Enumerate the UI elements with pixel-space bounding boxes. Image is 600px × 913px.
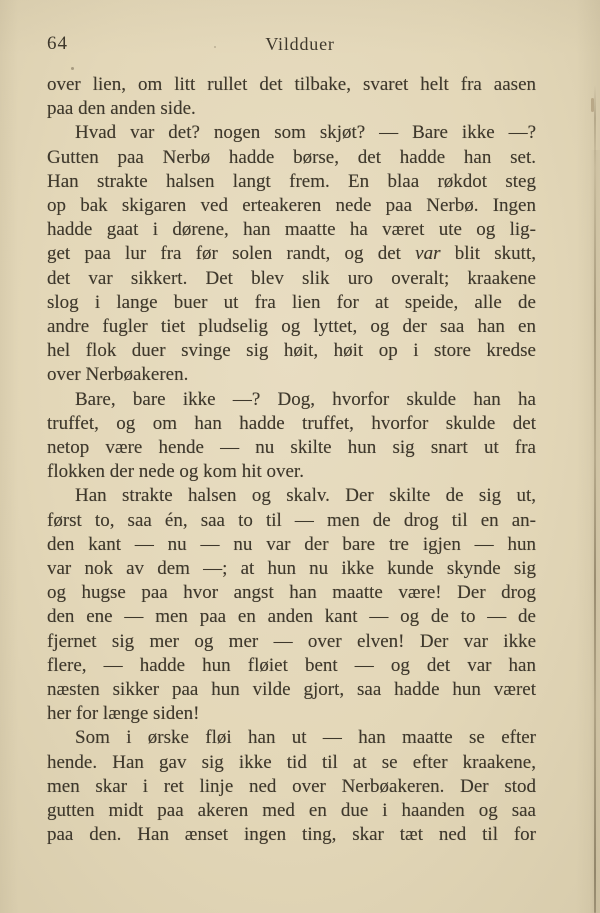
text-line: paa den anden side. bbox=[47, 98, 196, 120]
text-line: fjernet sig mer og mer — over elven! Der var ikke bbox=[47, 630, 536, 652]
text-line: Som i ørske fløi han ut — han maatte se efter bbox=[75, 727, 536, 749]
paragraph bbox=[47, 388, 536, 485]
scan-speck bbox=[71, 67, 74, 70]
text-line: Hvad var det? nogen som skjøt? — Bare ikke —? bbox=[75, 122, 536, 144]
page-number: 64 bbox=[47, 33, 68, 54]
page-header bbox=[0, 33, 600, 59]
text-line: truffet, og om han hadde truffet, hvorfor skulde det bbox=[47, 412, 536, 434]
text-line: Han strakte halsen langt frem. En blaa røkdot steg bbox=[47, 170, 536, 192]
text-line: gutten midt paa akeren med en due i haanden og saa bbox=[47, 800, 536, 822]
running-title: Vildduer bbox=[265, 34, 335, 54]
text-line: flokken der nede og kom hit over. bbox=[47, 461, 304, 483]
text-line: først to, saa én, saa to til — men de drog til en an- bbox=[47, 509, 536, 531]
text-line: det var sikkert. Det blev slik uro overalt; kraakene bbox=[47, 267, 536, 289]
text-line: var nok av dem —; at hun nu ikke kunde skynde sig bbox=[47, 558, 536, 580]
text-line: men skar i ret linje ned over Nerbøakeren. Der stod bbox=[47, 775, 536, 797]
paragraph bbox=[47, 121, 536, 387]
scan-speck bbox=[591, 98, 594, 112]
text-line: over Nerbøakeren. bbox=[47, 364, 189, 386]
paragraph bbox=[47, 726, 536, 847]
text-line: paa den. Han ænset ingen ting, skar tæt ned til for bbox=[47, 824, 536, 846]
text-line: flere, — hadde hun fløiet bent — og det var han bbox=[47, 654, 536, 676]
text-line: netop være hende — nu skilte hun sig snart ut fra bbox=[47, 437, 536, 459]
text-line: den ene — men paa en anden kant — og de to — de bbox=[47, 606, 536, 628]
text-line: get paa lur fra før solen randt, og det var blit skutt, bbox=[47, 243, 536, 265]
text-line: Gutten paa Nerbø hadde børse, det hadde han set. bbox=[47, 146, 536, 168]
text-line: Bare, bare ikke —? Dog, hvorfor skulde han ha bbox=[75, 388, 536, 410]
text-line: andre fugler tiet pludselig og lyttet, og der saa han en bbox=[47, 316, 536, 338]
paragraph bbox=[47, 73, 536, 121]
text-line: Han strakte halsen og skalv. Der skilte de sig ut, bbox=[75, 485, 536, 507]
page-body bbox=[47, 73, 536, 848]
text-line: op bak skigaren ved erteakeren nede paa Nerbø. Ingen bbox=[47, 195, 536, 217]
text-line: og hugse paa hvor angst han maatte være! Der drog bbox=[47, 582, 536, 604]
page-edge-line bbox=[594, 85, 596, 913]
text-line: hende. Han gav sig ikke tid til at se efter kraakene, bbox=[47, 751, 536, 773]
text-line: hel flok duer svinge sig høit, høit op i store kredse bbox=[47, 340, 536, 362]
text-line: her for længe siden! bbox=[47, 703, 200, 725]
text-line: hadde gaat i dørene, han maatte ha været ute og lig- bbox=[47, 219, 536, 241]
text-line: over lien, om litt rullet det tilbake, svaret helt fra aasen bbox=[47, 74, 536, 95]
text-line: slog i lange buer ut fra lien for at speide, alle de bbox=[47, 291, 536, 313]
paragraph bbox=[47, 484, 536, 726]
text-line: næsten sikker paa hun vilde gjort, saa hadde hun været bbox=[47, 679, 536, 701]
text-line: den kant — nu — nu var der bare tre igjen — hun bbox=[47, 533, 536, 555]
